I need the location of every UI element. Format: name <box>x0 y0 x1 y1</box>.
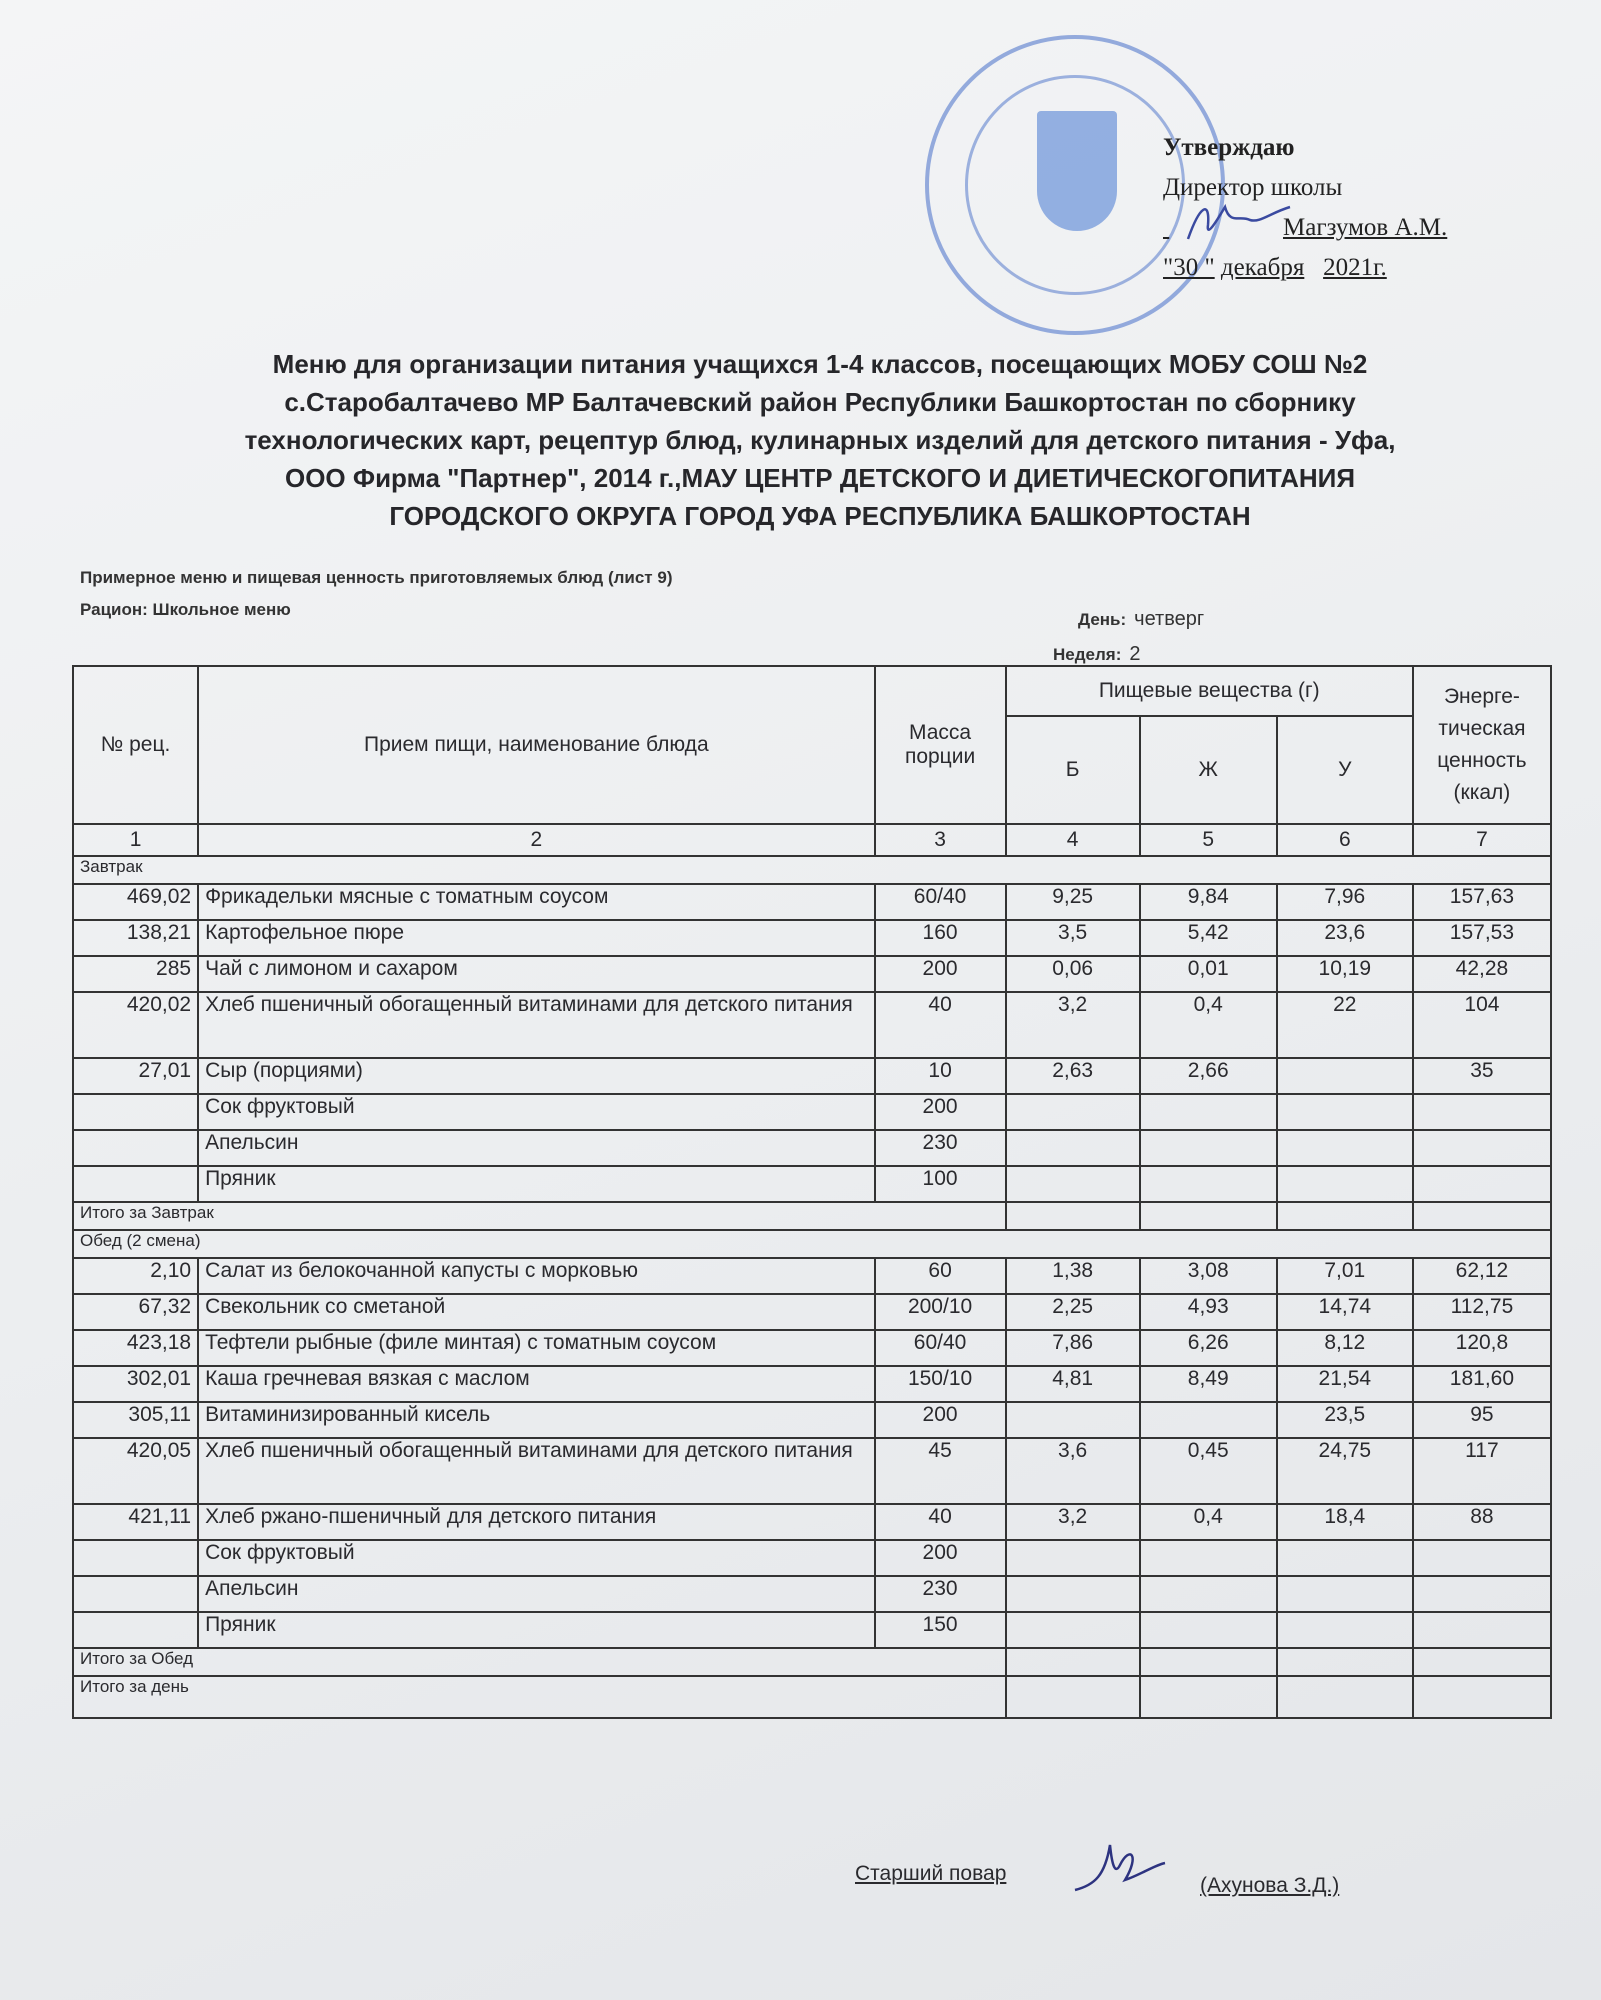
carbs: 18,4 <box>1277 1504 1413 1540</box>
portion-mass: 230 <box>875 1576 1006 1612</box>
portion-mass: 60 <box>875 1258 1006 1294</box>
header-name: Прием пищи, наименование блюда <box>198 666 874 824</box>
energy: 42,28 <box>1413 956 1551 992</box>
portion-mass: 200 <box>875 1540 1006 1576</box>
energy: 95 <box>1413 1402 1551 1438</box>
recipe-number: 27,01 <box>73 1058 198 1094</box>
dish-name: Свекольник со сметаной <box>198 1294 874 1330</box>
table-row <box>73 1130 1551 1166</box>
fat: 8,49 <box>1140 1366 1277 1402</box>
dish-name: Хлеб пшеничный обогащенный витаминами для детского питания <box>198 992 874 1058</box>
title-line: ГОРОДСКОГО ОКРУГА ГОРОД УФА РЕСПУБЛИКА БАШКОРТОСТАН <box>389 501 1251 531</box>
fat: 0,01 <box>1140 956 1277 992</box>
carbs <box>1277 1540 1413 1576</box>
portion-mass: 160 <box>875 920 1006 956</box>
fat <box>1140 1612 1277 1648</box>
header-fat: Ж <box>1140 716 1277 824</box>
portion-mass: 10 <box>875 1058 1006 1094</box>
dish-name: Салат из белокочанной капусты с морковью <box>198 1258 874 1294</box>
coat-of-arms-icon <box>1037 111 1117 231</box>
fat: 0,45 <box>1140 1438 1277 1504</box>
table-row <box>73 1576 1551 1612</box>
table-row <box>73 992 1551 1058</box>
week-value: 2 <box>1129 643 1141 665</box>
energy <box>1413 1576 1551 1612</box>
header-number: № рец. <box>73 666 198 824</box>
carbs: 21,54 <box>1277 1366 1413 1402</box>
fat <box>1140 1094 1277 1130</box>
total-value <box>1413 1648 1551 1676</box>
recipe-number <box>73 1130 198 1166</box>
recipe-number <box>73 1612 198 1648</box>
fat <box>1140 1576 1277 1612</box>
protein <box>1006 1130 1140 1166</box>
recipe-number <box>73 1094 198 1130</box>
protein: 2,25 <box>1006 1294 1140 1330</box>
recipe-number <box>73 1540 198 1576</box>
dish-name: Сок фруктовый <box>198 1094 874 1130</box>
header-mass: Масса порции <box>875 666 1006 824</box>
table-row <box>73 1258 1551 1294</box>
menu-table <box>72 665 1552 1719</box>
fat: 9,84 <box>1140 884 1277 920</box>
table-row <box>73 1366 1551 1402</box>
protein: 9,25 <box>1006 884 1140 920</box>
protein: 7,86 <box>1006 1330 1140 1366</box>
table-row <box>73 1504 1551 1540</box>
week-label: Неделя: <box>1053 645 1122 664</box>
carbs: 23,6 <box>1277 920 1413 956</box>
approval-month: декабря <box>1220 254 1305 281</box>
page-title <box>120 345 1520 535</box>
total-value <box>1006 1648 1140 1676</box>
protein: 2,63 <box>1006 1058 1140 1094</box>
energy: 62,12 <box>1413 1258 1551 1294</box>
dish-name: Пряник <box>198 1612 874 1648</box>
energy: 104 <box>1413 992 1551 1058</box>
protein <box>1006 1166 1140 1202</box>
recipe-number: 420,02 <box>73 992 198 1058</box>
portion-mass: 200/10 <box>875 1294 1006 1330</box>
protein: 1,38 <box>1006 1258 1140 1294</box>
dish-name: Пряник <box>198 1166 874 1202</box>
dish-name: Тефтели рыбные (филе минтая) с томатным соусом <box>198 1330 874 1366</box>
total-value <box>1413 1676 1551 1718</box>
header-nutrients: Пищевые вещества (г) <box>1006 666 1413 716</box>
dish-name: Сок фруктовый <box>198 1540 874 1576</box>
recipe-number: 67,32 <box>73 1294 198 1330</box>
protein: 3,2 <box>1006 992 1140 1058</box>
approval-position: Директор школы <box>1163 174 1343 201</box>
portion-mass: 100 <box>875 1166 1006 1202</box>
protein <box>1006 1576 1140 1612</box>
carbs: 14,74 <box>1277 1294 1413 1330</box>
portion-mass: 200 <box>875 1094 1006 1130</box>
dish-name: Хлеб пшеничный обогащенный витаминами для детского питания <box>198 1438 874 1504</box>
energy: 35 <box>1413 1058 1551 1094</box>
energy <box>1413 1130 1551 1166</box>
recipe-number <box>73 1166 198 1202</box>
energy <box>1413 1540 1551 1576</box>
table-row <box>73 1294 1551 1330</box>
fat: 0,4 <box>1140 1504 1277 1540</box>
portion-mass: 40 <box>875 1504 1006 1540</box>
carbs: 24,75 <box>1277 1438 1413 1504</box>
portion-mass: 200 <box>875 956 1006 992</box>
carbs: 23,5 <box>1277 1402 1413 1438</box>
fat: 6,26 <box>1140 1330 1277 1366</box>
carbs: 10,19 <box>1277 956 1413 992</box>
subtitle: Примерное меню и пищевая ценность приготовляемых блюд (лист 9) <box>80 568 673 587</box>
energy <box>1413 1166 1551 1202</box>
menu-table-body <box>73 856 1551 1718</box>
carbs <box>1277 1130 1413 1166</box>
total-value <box>1277 1202 1413 1230</box>
recipe-number: 302,01 <box>73 1366 198 1402</box>
energy: 157,53 <box>1413 920 1551 956</box>
dish-name: Апельсин <box>198 1576 874 1612</box>
protein: 3,6 <box>1006 1438 1140 1504</box>
total-value <box>1140 1676 1277 1718</box>
energy: 117 <box>1413 1438 1551 1504</box>
day-value: четверг <box>1134 608 1205 630</box>
fat: 4,93 <box>1140 1294 1277 1330</box>
dish-name: Апельсин <box>198 1130 874 1166</box>
total-value <box>1140 1202 1277 1230</box>
ration-value: Школьное меню <box>152 600 291 619</box>
table-row <box>73 1438 1551 1504</box>
table-row <box>73 1540 1551 1576</box>
fat: 3,08 <box>1140 1258 1277 1294</box>
table-row <box>73 956 1551 992</box>
table-row <box>73 1058 1551 1094</box>
section-title: Обед (2 смена) <box>73 1230 1551 1258</box>
protein: 3,2 <box>1006 1504 1140 1540</box>
dish-name: Фрикадельки мясные с томатным соусом <box>198 884 874 920</box>
title-line: ООО Фирма "Партнер", 2014 г.,МАУ ЦЕНТР ДЕТСКОГО И ДИЕТИЧЕСКОГОПИТАНИЯ <box>284 463 1356 493</box>
approval-day: "30 " <box>1163 254 1215 281</box>
table-row <box>73 884 1551 920</box>
carbs: 7,96 <box>1277 884 1413 920</box>
protein <box>1006 1402 1140 1438</box>
table-row <box>73 1402 1551 1438</box>
total-value <box>1277 1648 1413 1676</box>
table-row <box>73 1330 1551 1366</box>
day-total-label: Итого за день <box>73 1676 1006 1718</box>
table-row <box>73 1166 1551 1202</box>
protein: 0,06 <box>1006 956 1140 992</box>
total-value <box>1006 1202 1140 1230</box>
recipe-number: 285 <box>73 956 198 992</box>
table-row <box>73 1612 1551 1648</box>
approval-date <box>1163 248 1447 288</box>
header-protein: Б <box>1006 716 1140 824</box>
recipe-number: 469,02 <box>73 884 198 920</box>
dish-name: Сыр (порциями) <box>198 1058 874 1094</box>
total-value <box>1413 1202 1551 1230</box>
portion-mass: 45 <box>875 1438 1006 1504</box>
portion-mass: 60/40 <box>875 884 1006 920</box>
header-energy: Энерге-тическая ценность (ккал) <box>1413 666 1551 824</box>
protein: 3,5 <box>1006 920 1140 956</box>
approval-year: 2021г. <box>1323 254 1387 281</box>
carbs <box>1277 1166 1413 1202</box>
section-row <box>73 856 1551 884</box>
recipe-number: 420,05 <box>73 1438 198 1504</box>
chef-label: Старший повар <box>855 1862 1007 1885</box>
portion-mass: 200 <box>875 1402 1006 1438</box>
table-row <box>73 920 1551 956</box>
col-number: 5 <box>1140 824 1277 856</box>
energy: 88 <box>1413 1504 1551 1540</box>
recipe-number: 138,21 <box>73 920 198 956</box>
col-number: 4 <box>1006 824 1140 856</box>
protein <box>1006 1540 1140 1576</box>
title-line: с.Старобалтачево МР Балтачевский район Республики Башкортостан по сборнику <box>284 387 1356 417</box>
director-signature <box>1180 195 1300 245</box>
fat <box>1140 1166 1277 1202</box>
total-label: Итого за Обед <box>73 1648 1006 1676</box>
col-number: 7 <box>1413 824 1551 856</box>
fat: 5,42 <box>1140 920 1277 956</box>
portion-mass: 60/40 <box>875 1330 1006 1366</box>
dish-name: Картофельное пюре <box>198 920 874 956</box>
total-row <box>73 1202 1551 1230</box>
col-number: 6 <box>1277 824 1413 856</box>
energy: 120,8 <box>1413 1330 1551 1366</box>
ration-label: Рацион: <box>80 600 148 619</box>
fat: 2,66 <box>1140 1058 1277 1094</box>
col-number: 3 <box>875 824 1006 856</box>
carbs: 7,01 <box>1277 1258 1413 1294</box>
dish-name: Витаминизированный кисель <box>198 1402 874 1438</box>
total-label: Итого за Завтрак <box>73 1202 1006 1230</box>
protein <box>1006 1094 1140 1130</box>
carbs <box>1277 1058 1413 1094</box>
fat <box>1140 1130 1277 1166</box>
day-total-row <box>73 1676 1551 1718</box>
dish-name: Чай с лимоном и сахаром <box>198 956 874 992</box>
chef-signature <box>1070 1835 1170 1895</box>
chef-name: (Ахунова З.Д.) <box>1200 1874 1340 1897</box>
carbs <box>1277 1094 1413 1130</box>
header-carbs: У <box>1277 716 1413 824</box>
fat: 0,4 <box>1140 992 1277 1058</box>
day <box>1078 608 1204 631</box>
dish-name: Хлеб ржано-пшеничный для детского питания <box>198 1504 874 1540</box>
col-number: 1 <box>73 824 198 856</box>
table-row <box>73 1094 1551 1130</box>
section-title: Завтрак <box>73 856 1551 884</box>
total-row <box>73 1648 1551 1676</box>
total-value <box>1277 1676 1413 1718</box>
protein: 4,81 <box>1006 1366 1140 1402</box>
carbs <box>1277 1612 1413 1648</box>
fat <box>1140 1402 1277 1438</box>
total-value <box>1006 1676 1140 1718</box>
approval-heading: Утверждаю <box>1163 134 1295 161</box>
recipe-number: 2,10 <box>73 1258 198 1294</box>
fat <box>1140 1540 1277 1576</box>
portion-mass: 150 <box>875 1612 1006 1648</box>
title-line: Меню для организации питания учащихся 1-4 классов, посещающих МОБУ СОШ №2 <box>272 349 1368 379</box>
energy <box>1413 1612 1551 1648</box>
energy <box>1413 1094 1551 1130</box>
energy: 181,60 <box>1413 1366 1551 1402</box>
protein <box>1006 1612 1140 1648</box>
portion-mass: 230 <box>875 1130 1006 1166</box>
recipe-number: 423,18 <box>73 1330 198 1366</box>
recipe-number: 421,11 <box>73 1504 198 1540</box>
energy: 112,75 <box>1413 1294 1551 1330</box>
day-label: День: <box>1078 610 1127 629</box>
energy: 157,63 <box>1413 884 1551 920</box>
portion-mass: 40 <box>875 992 1006 1058</box>
recipe-number <box>73 1576 198 1612</box>
recipe-number: 305,11 <box>73 1402 198 1438</box>
carbs: 8,12 <box>1277 1330 1413 1366</box>
col-number: 2 <box>198 824 874 856</box>
approval-name: Магзумов А.М. <box>1283 214 1448 241</box>
carbs: 22 <box>1277 992 1413 1058</box>
ration <box>80 600 291 620</box>
portion-mass: 150/10 <box>875 1366 1006 1402</box>
total-value <box>1140 1648 1277 1676</box>
section-row <box>73 1230 1551 1258</box>
dish-name: Каша гречневая вязкая с маслом <box>198 1366 874 1402</box>
carbs <box>1277 1576 1413 1612</box>
week <box>1053 643 1140 666</box>
title-line: технологических карт, рецептур блюд, кулинарных изделий для детского питания - Уфа, <box>244 425 1396 455</box>
